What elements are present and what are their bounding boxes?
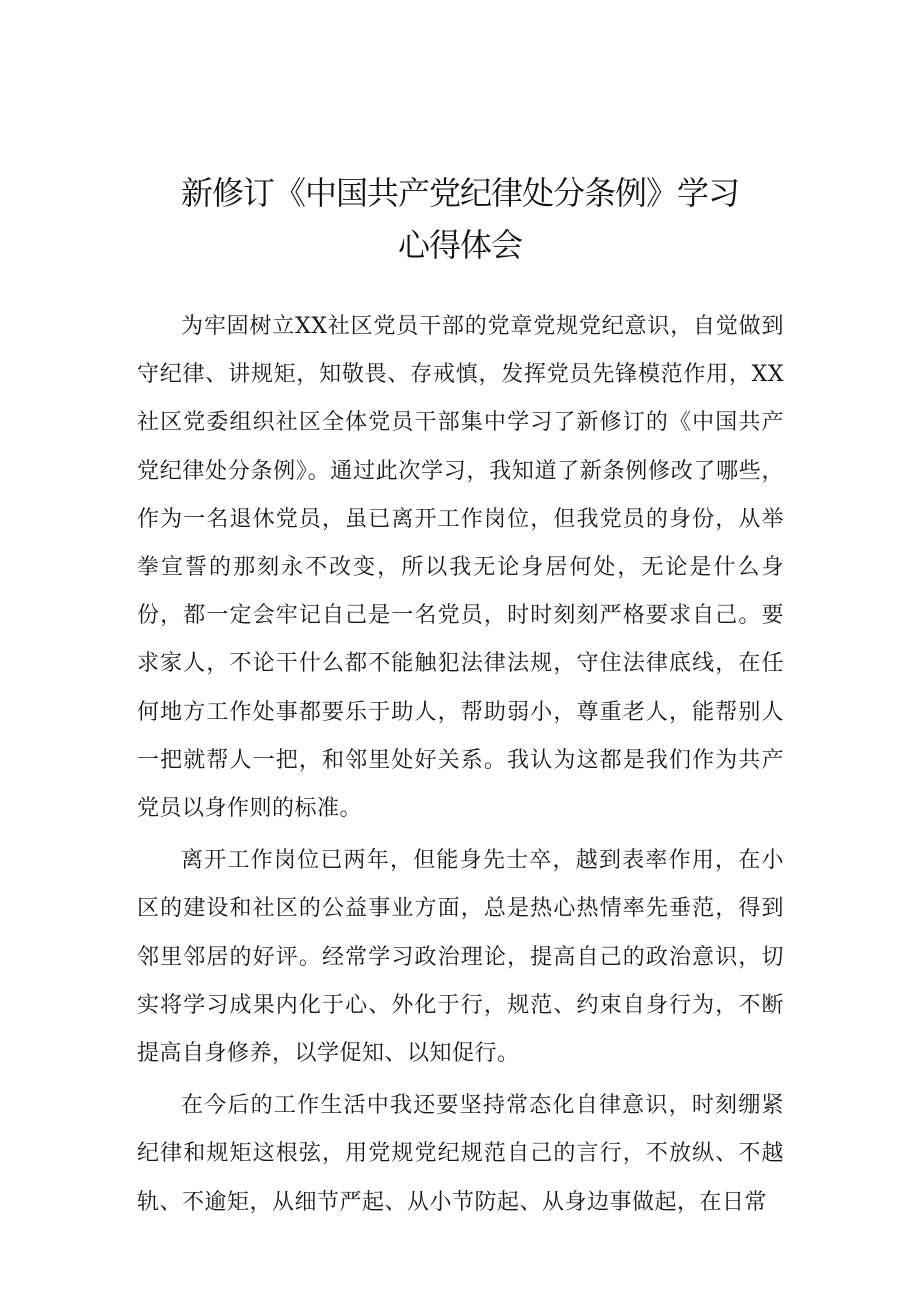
title-line-2: 心得体会 xyxy=(397,226,522,264)
paragraph-2: 离开工作岗位已两年，但能身先士卒，越到表率作用，在小区的建设和社区的公益事业方面，总是热心热情率先垂范，得到邻里邻居的好评。经常学习政治理论，提高自己的政治意识，切实将学习成果内化于心、外化于行，规范、约束自身行为，不断提高自身修养，以学促知、以知促行。 xyxy=(137,848,784,1067)
paragraph-3: 在今后的工作生活中我还要坚持常态化自律意识，时刻绷紧纪律和规矩这根弦，用党规党纪规范自己的言行，不放纵、不越轨、不逾矩，从细节严起、从小节防起、从身边事做起，在日常 xyxy=(137,1093,784,1215)
title-line-1: 新修订《中国共产党纪律处分条例》学习 xyxy=(180,174,739,212)
document-title xyxy=(120,167,800,271)
document-body xyxy=(137,303,784,1231)
paragraph-1: 为牢固树立XX社区党员干部的党章党规党纪意识，自觉做到守纪律、讲规矩，知敬畏、存戒慎，发挥党员先锋模范作用，XX社区党委组织社区全体党员干部集中学习了新修订的《中国共产党纪律处分条例》。通过此次学习，我知道了新条例修改了哪些，作为一名退休党员，虽已离开工作岗位，但我党员的身份，从举拳宣誓的那刻永不改变，所以我无论身居何处，无论是什么身份，都一定会牢记自己是一名党员，时时刻刻严格要求自己。要求家人，不论干什么都不能触犯法律法规，守住法律底线，在任何地方工作处事都要乐于助人，帮助弱小，尊重老人，能帮别人一把就帮人一把，和邻里处好关系。我认为这都是我们作为共产党员以身作则的标准。 xyxy=(137,314,784,822)
